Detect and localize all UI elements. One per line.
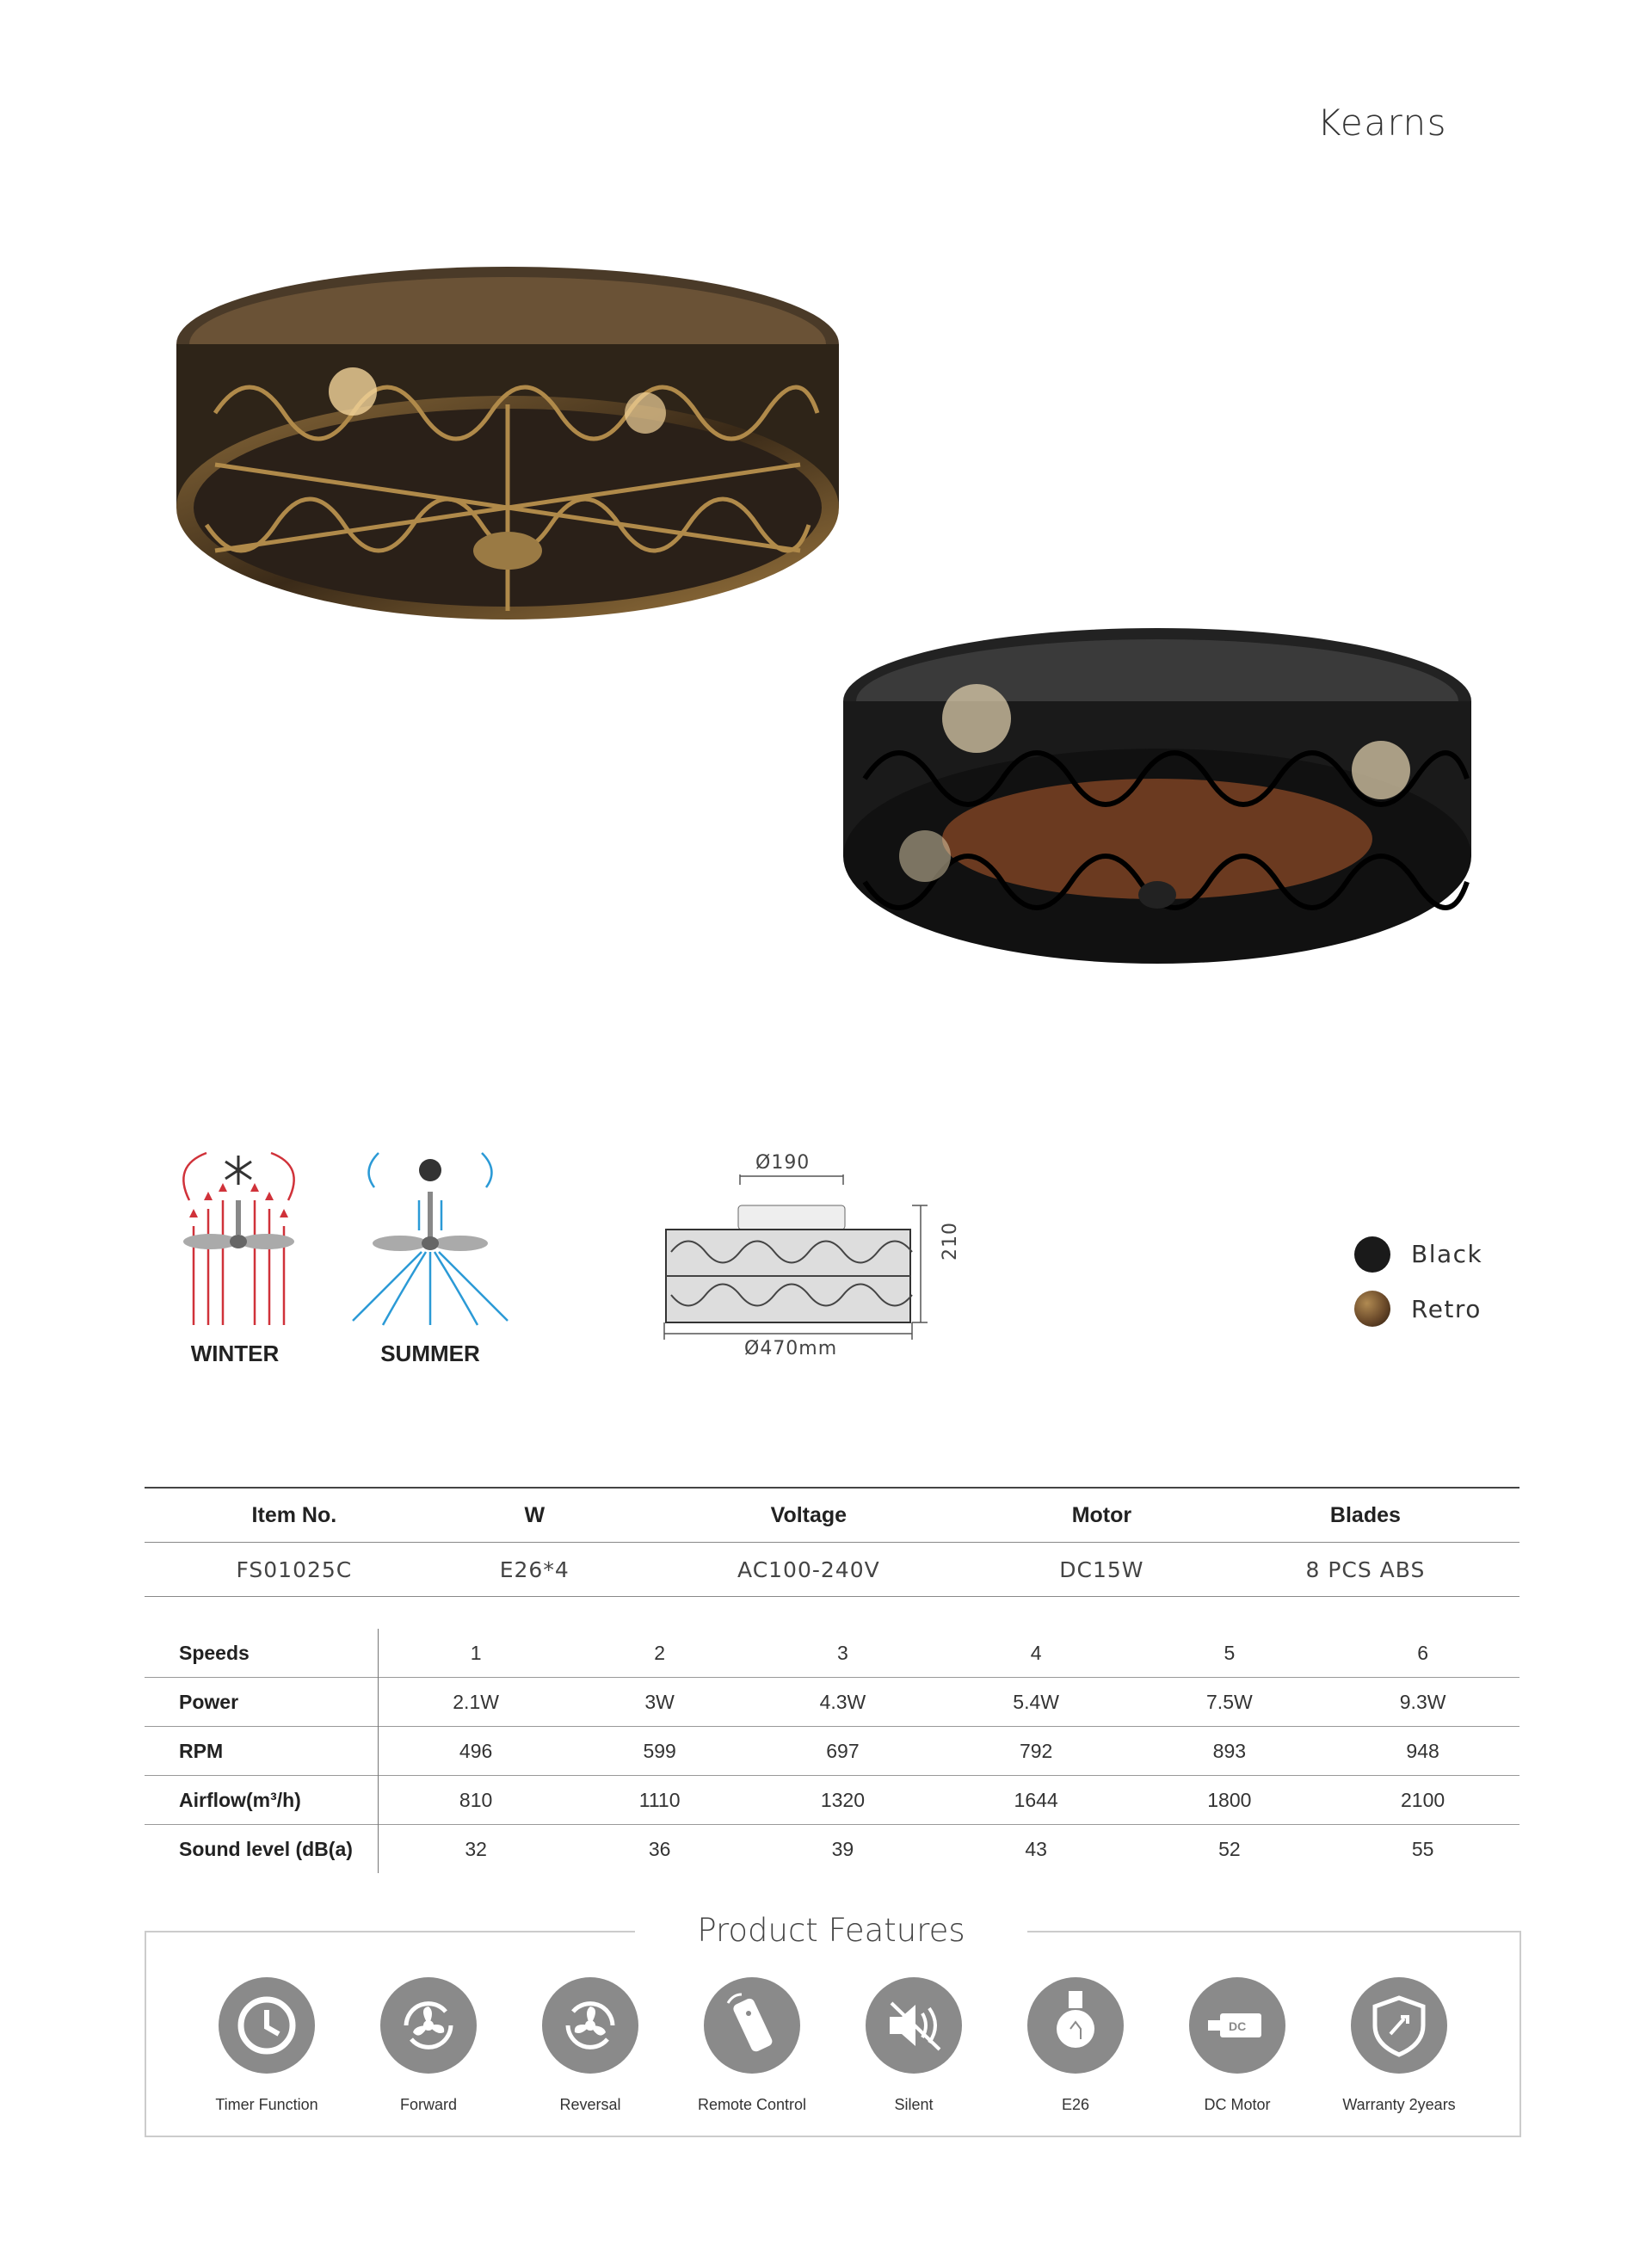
product-title: Kearns [1316,102,1447,144]
dimension-drawing [654,1174,938,1347]
bulb-icon [1027,1977,1124,2074]
perf-cell: 1 [470,1641,482,1664]
perf-row-power [145,1678,1519,1727]
perf-cell: 948 [1406,1739,1439,1762]
perf-label: Speeds [145,1629,379,1678]
feature-forward [348,1977,509,2114]
dimension-height: 210 [940,1222,961,1261]
perf-cell: 599 [643,1739,676,1762]
spec-wattage: E26*4 [499,1556,570,1582]
feature-warranty [1318,1977,1480,2114]
perf-cell: 39 [831,1837,854,1860]
feature-label: Timer Function [215,2096,318,2113]
perf-cell: 6 [1417,1641,1428,1664]
feature-label: DC Motor [1204,2096,1271,2113]
spec-header-item: Item No. [251,1502,337,1527]
perf-cell: 4.3W [819,1690,866,1713]
perf-cell: 5.4W [1013,1690,1059,1713]
perf-row-speeds [145,1629,1519,1678]
feature-timer [186,1977,348,2114]
spec-header-voltage: Voltage [770,1502,848,1527]
perf-label: Airflow(m³/h) [145,1776,379,1825]
summer-airflow-icon [348,1149,512,1329]
performance-table [145,1629,1519,1873]
color-label-retro: Retro [1411,1295,1482,1323]
perf-label: Sound level (dB(a) [145,1825,379,1874]
product-image-retro [163,241,852,645]
spec-header-w: W [524,1502,546,1527]
perf-cell: 9.3W [1399,1690,1446,1713]
mute-icon [866,1977,962,2074]
fan-forward-icon [380,1977,477,2074]
spec-blades: 8 PCS ABS [1305,1556,1426,1582]
feature-silent [833,1977,995,2114]
color-swatch-retro [1354,1291,1390,1327]
feature-label: E26 [1061,2096,1090,2113]
spec-item-no: FS01025C [236,1556,353,1582]
perf-cell: 1110 [638,1788,681,1811]
feature-reversal [509,1977,671,2114]
perf-cell: 697 [826,1739,860,1762]
perf-row-sound [145,1825,1519,1874]
perf-cell: 3W [644,1690,675,1713]
perf-cell: 810 [459,1788,493,1811]
summer-label: SUMMER [380,1341,480,1366]
perf-row-airflow [145,1776,1519,1825]
dimension-diameter: Ø470mm [744,1338,838,1359]
feature-label: Warranty 2years [1342,2096,1456,2113]
perf-row-rpm [145,1727,1519,1776]
winter-label: WINTER [190,1341,280,1366]
dc-motor-icon [1189,1977,1285,2074]
color-label-black: Black [1411,1240,1483,1268]
color-swatch-black [1354,1236,1390,1273]
fan-reverse-icon [542,1977,638,2074]
spec-header-blades: Blades [1329,1502,1401,1527]
feature-dc-motor [1156,1977,1318,2114]
perf-cell: 2.1W [453,1690,499,1713]
perf-cell: 7.5W [1206,1690,1253,1713]
feature-e26 [995,1977,1156,2114]
perf-cell: 496 [459,1739,493,1762]
feature-label: Silent [894,2096,934,2113]
feature-label: Forward [399,2096,457,2113]
perf-cell: 792 [1019,1739,1053,1762]
feature-label: Remote Control [697,2096,807,2113]
perf-cell: 32 [465,1837,487,1860]
spec-voltage: AC100-240V [737,1556,880,1582]
spec-motor: DC15W [1059,1556,1144,1582]
perf-cell: 5 [1224,1641,1236,1664]
perf-cell: 2100 [1401,1788,1446,1811]
winter-airflow-icon [163,1149,314,1329]
perf-cell: 1800 [1207,1788,1252,1811]
perf-cell: 893 [1212,1739,1247,1762]
perf-cell: 4 [1030,1641,1042,1664]
perf-cell: 1644 [1014,1788,1058,1811]
dimension-top-diameter: Ø190 [755,1152,811,1174]
feature-label: Reversal [559,2096,621,2113]
product-features-title: Product Features [697,1912,965,1949]
perf-cell: 1320 [820,1788,865,1811]
perf-cell: 3 [837,1641,848,1664]
clock-icon [219,1977,315,2074]
spec-table [145,1487,1519,1597]
remote-icon [704,1977,800,2074]
perf-cell: 36 [648,1837,671,1860]
product-image-black [830,607,1484,977]
spec-header-motor: Motor [1071,1502,1132,1527]
warranty-shield-icon [1351,1977,1447,2074]
perf-cell: 2 [654,1641,666,1664]
perf-label: Power [145,1678,379,1727]
feature-remote [671,1977,833,2114]
perf-label: RPM [145,1727,379,1776]
perf-cell: 52 [1218,1837,1241,1860]
svg-text:DC: DC [1229,2019,1247,2033]
perf-cell: 43 [1025,1837,1047,1860]
perf-cell: 55 [1411,1837,1434,1860]
